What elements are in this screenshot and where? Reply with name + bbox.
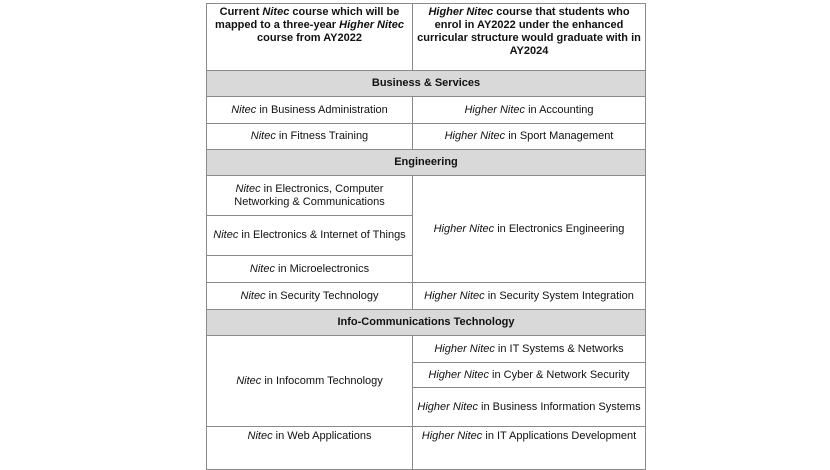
cell-nitec-web-applications: Nitec in Web Applications — [207, 427, 413, 470]
header-higher-nitec: Higher Nitec course that students who enrol in AY2022 under the enhanced curricular structure would graduate with in AY2024 — [413, 4, 646, 71]
section-title-ict: Info-Communications Technology — [207, 310, 646, 336]
cell-higher-nitec-cyber-network-security: Higher Nitec in Cyber & Network Security — [413, 363, 646, 388]
cell-higher-nitec-electronics-engineering: Higher Nitec in Electronics Engineering — [413, 176, 646, 283]
section-row-ict — [207, 310, 646, 336]
table-row — [207, 427, 646, 470]
table-header-row — [207, 4, 646, 71]
cell-nitec-infocomm-technology: Nitec in Infocomm Technology — [207, 336, 413, 427]
cell-nitec-security-technology: Nitec in Security Technology — [207, 283, 413, 310]
header-current-nitec: Current Nitec course which will be mapped to a three-year Higher Nitec course from AY2022 — [207, 4, 413, 71]
table-row — [207, 176, 646, 216]
cell-nitec-business-administration: Nitec in Business Administration — [207, 97, 413, 124]
cell-higher-nitec-security-system-integration: Higher Nitec in Security System Integration — [413, 283, 646, 310]
table-row — [207, 336, 646, 363]
cell-higher-nitec-business-information-systems: Higher Nitec in Business Information Systems — [413, 388, 646, 427]
section-row-business — [207, 71, 646, 97]
cell-nitec-fitness-training: Nitec in Fitness Training — [207, 124, 413, 150]
cell-higher-nitec-accounting: Higher Nitec in Accounting — [413, 97, 646, 124]
section-title-engineering: Engineering — [207, 150, 646, 176]
cell-higher-nitec-it-applications-development: Higher Nitec in IT Applications Development — [413, 427, 646, 470]
section-row-engineering — [207, 150, 646, 176]
table-row — [207, 124, 646, 150]
table-row — [207, 97, 646, 124]
table-row — [207, 283, 646, 310]
cell-higher-nitec-sport-management: Higher Nitec in Sport Management — [413, 124, 646, 150]
cell-nitec-electronics-computer-networking: Nitec in Electronics, Computer Networking & Communications — [207, 176, 413, 216]
cell-nitec-microelectronics: Nitec in Microelectronics — [207, 256, 413, 283]
cell-nitec-electronics-iot: Nitec in Electronics & Internet of Things — [207, 216, 413, 256]
course-mapping-table — [206, 3, 646, 470]
cell-higher-nitec-it-systems-networks: Higher Nitec in IT Systems & Networks — [413, 336, 646, 363]
section-title-business: Business & Services — [207, 71, 646, 97]
